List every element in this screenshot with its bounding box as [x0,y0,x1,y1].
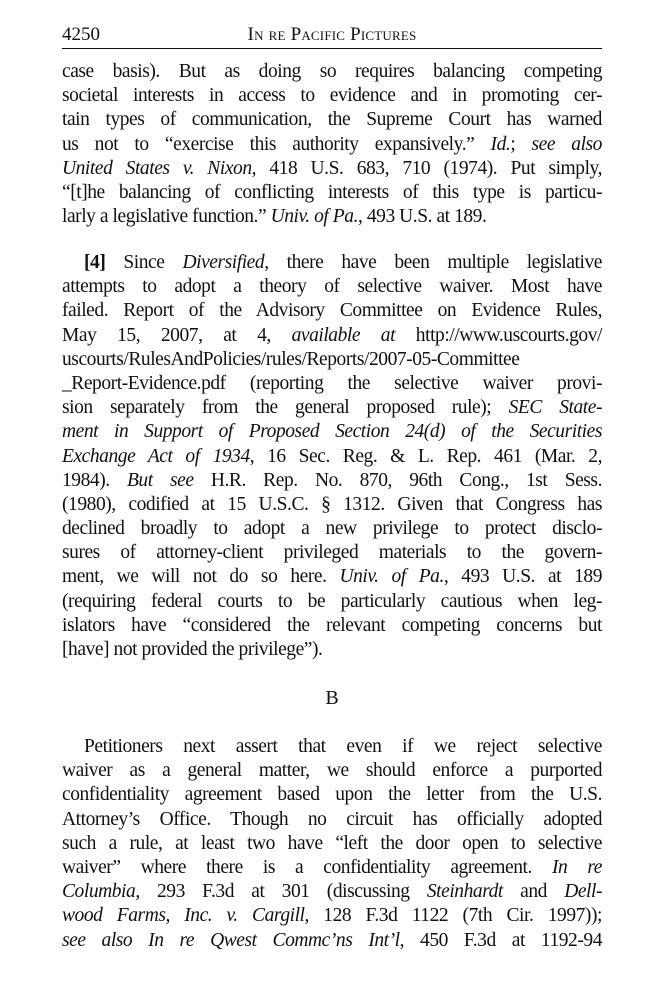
citation-italic: Columbia [62,881,136,903]
text-line [62,808,602,832]
text-run: ; [510,133,532,155]
text-run: “[t]he balancing of conflicting interests of this type is particu- [62,181,602,203]
running-header [62,22,602,49]
text-line [62,60,602,84]
citation-italic: wood Farms, Inc. v. Cargill [62,905,305,927]
text-line [62,614,602,638]
text-line [62,445,602,469]
text-run: confidentiality agreement based upon the letter from the U.S. [62,784,602,806]
text-line [62,541,602,565]
text-line [62,324,602,348]
text-line [62,181,602,205]
text-line [62,638,602,662]
text-run: 1984). [62,469,127,491]
text-line [62,735,602,759]
text-line [62,299,602,323]
text-run: , there have been multiple legislative [264,252,602,273]
text-run: uscourts/RulesAndPolicies/rules/Reports/2007-05-Committee [62,348,520,370]
citation-italic: ment in Support of Proposed Section 24(d) of the Securities [62,421,602,443]
text-line [62,396,602,420]
text-run: Petitioners next assert that even if we reject selective [84,736,602,757]
text-line [62,372,602,396]
text-run: _Report-Evidence.pdf (reporting the selective waiver provi- [62,372,602,394]
text-line [62,517,602,541]
citation-italic: see also In re Qwest Commc’ns Int’l [62,929,400,951]
text-line [62,856,602,880]
citation-italic: Dell- [564,881,603,903]
text-run: http://www.uscourts.gov/ [395,324,602,346]
text-run: larly a legislative function.” [62,206,271,228]
paragraph-3 [62,735,602,953]
text-line [62,904,602,928]
text-run: H.R. Rep. No. 870, 96th Cong., 1st Sess. [193,469,602,491]
text-run: attempts to adopt a theory of selective waiver. Most have [62,276,602,298]
citation-italic: United States v. Nixon [62,157,252,179]
text-run: failed. Report of the Advisory Committee on Evidence Rules, [62,300,602,322]
page-number: 4250 [62,24,100,45]
text-line [62,493,602,517]
citation-italic: see also [531,133,602,155]
text-run: [have] not provided the privilege”). [62,639,323,660]
text-line [62,157,602,181]
text-line [62,880,602,904]
citation-italic: In re [551,856,602,878]
text-run: and [502,881,565,903]
text-line [62,832,602,856]
text-line [62,590,602,614]
citation-italic: Steinhardt [426,881,503,903]
citation-italic: Diversified [182,252,265,273]
text-run: , 450 F.3d at 1192-94 [399,929,602,951]
text-line [62,783,602,807]
text-line [62,929,602,953]
text-line [62,133,602,157]
citation-italic: Univ. of Pa. [270,206,358,228]
text-run: (requiring federal courts to be particularly cautious when leg- [62,590,602,612]
citation-italic: SEC State- [508,397,602,419]
text-line [62,251,602,275]
text-line [62,108,602,132]
text-line [62,759,602,783]
text-run: , 293 F.3d at 301 (discussing [135,881,427,903]
text-run: , 16 Sec. Reg. & L. Rep. 461 (Mar. 2, [249,445,602,467]
citation-italic: Id. [490,133,511,155]
text-run: tain types of communication, the Supreme Court has warned [62,109,602,131]
text-run: May 15, 2007, at 4, [62,324,292,346]
text-run: such a rule, at least two have “left the door open to selective [62,832,602,854]
text-line [62,205,602,229]
text-run: , 128 F.3d 1122 (7th Cir. 1997)); [304,905,602,927]
text-run: Since [105,252,183,273]
text-line [62,420,602,444]
text-run: sion separately from the general proposed rule); [62,397,509,419]
text-run: , 493 U.S. at 189 [443,566,602,588]
text-line [62,348,602,372]
text-run: ment, we will not do so here. [62,566,340,588]
citation-italic: But see [126,469,194,491]
text-run: sures of attorney-client privileged materials to the govern- [62,542,602,564]
text-run: islators have “considered the relevant competing concerns but [62,614,602,636]
text-run: declined broadly to adopt a new privilege to protect disclo- [62,518,602,540]
citation-italic: available at [291,324,396,346]
text-line [62,275,602,299]
text-run: us not to “exercise this authority expansively.” [62,133,491,155]
running-title: In re Pacific Pictures [247,24,417,45]
text-run: Attorney’s Office. Though no circuit has officially adopted [62,808,602,830]
text-run: , 418 U.S. 683, 710 (1974). Put simply, [251,157,603,179]
paragraph-1 [62,60,602,229]
text-line [62,84,602,108]
citation-italic: Exchange Act of 1934 [62,445,250,467]
text-line [62,469,602,493]
text-run: (1980), codified at 15 U.S.C. § 1312. Given that Congress has [62,493,602,515]
text-line [62,565,602,589]
text-run: waiver as a general matter, we should enforce a purported [62,760,602,782]
text-run: waiver” where there is a confidentiality agreement. [62,856,552,878]
text-run: societal interests in access to evidence and in promoting cer- [62,85,602,107]
text-run: , 493 U.S. at 189. [358,206,487,228]
text-run: case basis). But as doing so requires balancing competing [62,61,602,82]
headnote-number: [4] [84,252,106,273]
section-heading: B [325,687,339,709]
paragraph-2 [62,251,602,662]
citation-italic: Univ. of Pa. [339,566,444,588]
